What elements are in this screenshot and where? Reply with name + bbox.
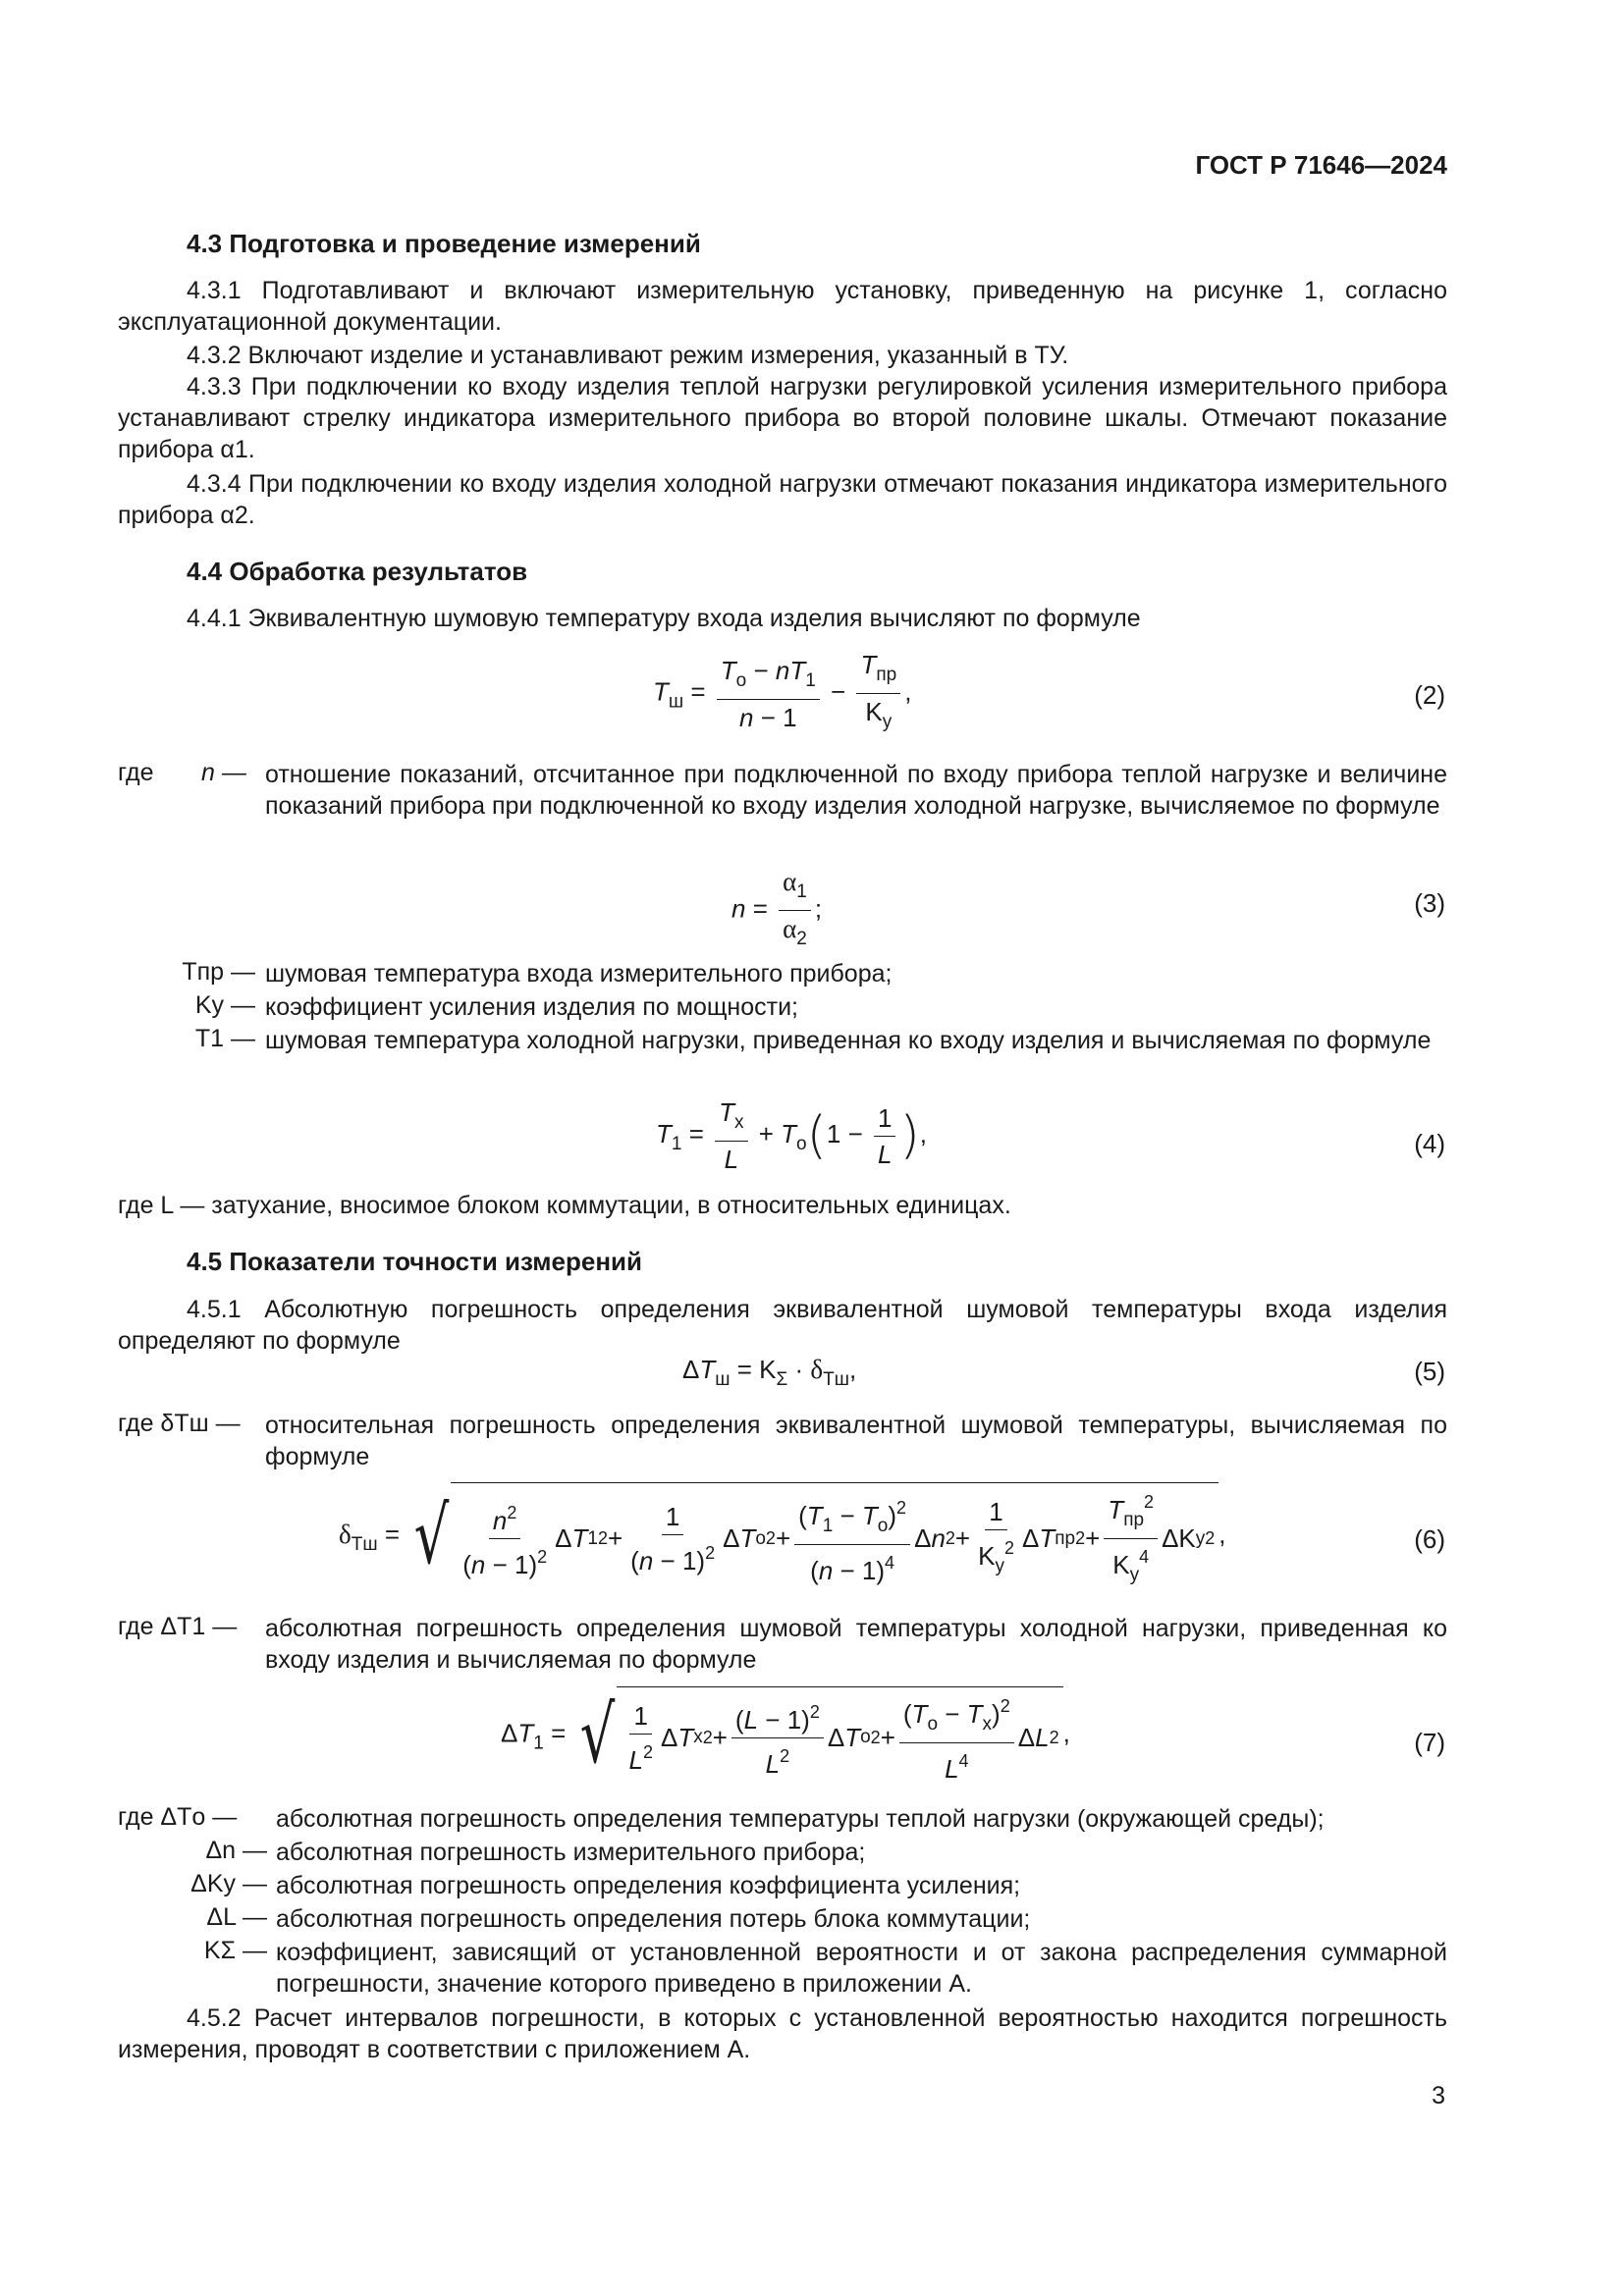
para-4-4-1: 4.4.1 Эквивалентную шумовую температуру входа изделия вычисляют по формуле [187,605,1141,632]
page-number: 3 [1432,2082,1445,2109]
term-ky: Kу — [194,991,255,1019]
term-delta-l: ΔL — [206,1903,267,1931]
para-4-3-1: 4.3.1 Подготавливают и включают измерительную установку, приведенную на рисунке 1, согласно эксплуатационной документации. [118,277,1447,336]
section-4-4-title: 4.4 Обработка результатов [187,557,528,586]
equation-number-6: (6) [1414,1524,1445,1554]
term-delta-n: Δn — [205,1837,267,1864]
definition-delta-t1: абсолютная погрешность определения шумовой температуры холодной нагрузки, приведенная ко входу изделия и вычисляемая по формуле [265,1615,1447,1674]
term-delta-to: где ΔTо — [118,1803,238,1831]
definition-delta-tsh: относительная погрешность определения эквивалентной шумовой температуры, вычисляемая по формуле [265,1412,1447,1470]
para-4-5-1: 4.5.1 Абсолютную погрешность определения эквивалентной шумовой температуры входа изделия определяют по формуле [118,1296,1447,1355]
equation-number-3: (3) [1414,888,1445,918]
term-tpr: Tпр — [182,958,255,986]
term-n: n — [201,759,246,786]
para-4-5-2: 4.5.2 Расчет интервалов погрешности, в которых с установленной вероятностью находится погрешность измерения, проводят в соответствии с приложением А. [118,2004,1447,2063]
formula-3: n = $\frac{\alpha_1}{\alpha_2}$ ; [731,867,823,949]
definition-k-sigma: коэффициент, зависящий от установленной вероятности и от закона распределения суммарной погрешности, значение которого приведено в приложении А. [276,1939,1447,1998]
para-4-3-4: 4.3.4 При подключении ко входу изделия холодной нагрузки отмечают показания индикатора измерительного прибора α2. [118,470,1447,529]
formula-6: $\delta_{Tш}$ = √ $\frac{n^2}{(n - 1)^2}$ Δ T 1 2 + $\frac{1}{(n - 1)^2}$ Δ T о 2 + $\frac{(T_1 - T_о)^2}{(n - 1)^4}$ Δ n 2 + $\frac{1}{K_у^2}$ Δ T пр 2 + $\frac{T_{пр}^2}{K_у^4}$ ΔK у 2 , [339,1482,1226,1590]
definition-tpr: шумовая температура входа измерительного прибора; [265,960,893,988]
term-t1: T1 — [194,1025,255,1052]
para-4-3-3: 4.3.3 При подключении ко входу изделия теплой нагрузки регулировкой усиления измерительного прибора устанавливают стрелку индикатора измерительного прибора во второй половине шкалы. Отмечают показание прибора α1. [118,373,1447,463]
definition-n: отношение показаний, отсчитанное при подключенной по входу прибора теплой нагрузке и величине показаний прибора при подключенной ко входу изделия холодной нагрузке, вычисляемое по формуле [265,761,1447,820]
term-delta-ky: ΔKу — [190,1870,267,1897]
definition-delta-n: абсолютная погрешность измерительного прибора; [276,1839,866,1866]
formula-2: $T_ш$ = $\frac{T_о - nT_1}{n - 1}$ − $\frac{T_{пр}}{K_у}$ , [653,650,912,732]
definition-t1: шумовая температура холодной нагрузки, приведенная ко входу изделия и вычисляемая по формуле [265,1027,1432,1054]
equation-number-4: (4) [1414,1129,1445,1158]
document-header: ГОСТ Р 71646—2024 [1195,150,1447,180]
definition-l: где L — затухание, вносимое блоком коммутации, в относительных единицах. [118,1192,1011,1219]
definition-delta-to: абсолютная погрешность определения температуры теплой нагрузки (окружающей среды); [276,1805,1325,1833]
term-delta-tsh: где δTш — [118,1410,241,1437]
formula-7: $\Delta T_1$ = √ $\frac{1}{L^2}$ Δ T х 2 + $\frac{(L - 1)^2}{L^2}$ Δ T о 2 + $\frac{(T_о - T_х)^2}{L^4}$ Δ L 2 , [501,1686,1070,1784]
section-4-5-title: 4.5 Показатели точности измерений [187,1247,643,1276]
definition-delta-l: абсолютная погрешность определения потерь блока коммутации; [276,1905,1031,1933]
where-label: где [118,759,154,786]
definition-ky: коэффициент усиления изделия по мощности; [265,993,798,1021]
formula-4: $T_1$ = $\frac{T_х}{L}$ + $T_о(1$ − $\frac{1}{L}$ ), [656,1097,927,1174]
section-4-3-title: 4.3 Подготовка и проведение измерений [187,229,701,258]
equation-number-5: (5) [1414,1357,1445,1386]
equation-number-7: (7) [1414,1728,1445,1757]
equation-number-2: (2) [1414,680,1445,710]
para-4-3-2: 4.3.2 Включают изделие и устанавливают режим измерения, указанный в ТУ. [187,342,1069,369]
definition-delta-ky: абсолютная погрешность определения коэффициента усиления; [276,1872,1021,1899]
term-delta-t1: где ΔT1 — [118,1613,238,1640]
term-k-sigma: KΣ — [203,1937,267,1964]
formula-5: $\Delta T_ш = K_\Sigma \cdot \delta_{Tш}$, [682,1355,857,1390]
